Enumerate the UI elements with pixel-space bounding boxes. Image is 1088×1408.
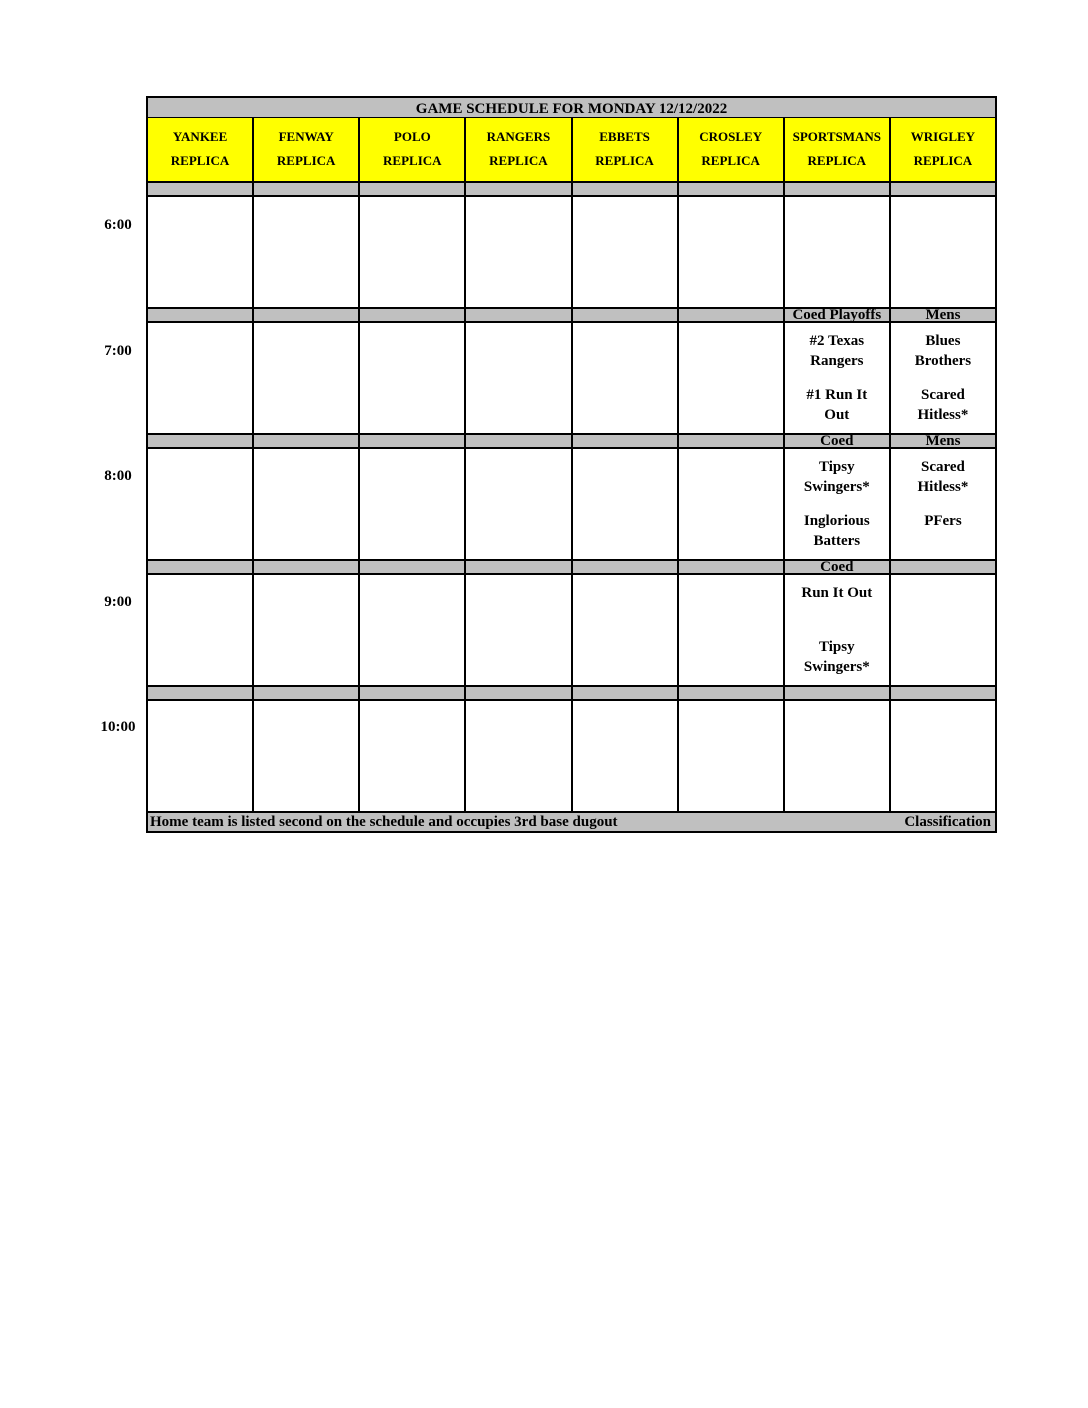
game-cell <box>679 449 785 559</box>
game-cell <box>148 197 254 307</box>
footer-note: Home team is listed second on the schedule and occupies 3rd base dugout <box>150 814 618 830</box>
field-header-rangers <box>466 118 572 181</box>
game-cell <box>891 701 995 811</box>
field-name: RANGERS <box>486 129 551 144</box>
field-name: EBBETS <box>599 129 650 144</box>
field-sub: REPLICA <box>170 153 230 168</box>
game-cell <box>360 323 466 433</box>
classification-label <box>466 561 572 573</box>
field-name: CROSLEY <box>699 129 763 144</box>
slot-divider <box>146 685 997 701</box>
slot-divider <box>146 181 997 197</box>
game-cell <box>466 197 572 307</box>
classification-label: Mens <box>891 309 995 321</box>
time-slot-row <box>146 575 997 685</box>
classification-label <box>679 687 785 699</box>
field-sub: REPLICA <box>807 153 867 168</box>
field-header-fenway <box>254 118 360 181</box>
game-cell <box>148 701 254 811</box>
away-team: Run It Out <box>801 585 873 601</box>
classification-label: Mens <box>891 435 995 447</box>
away-team: Tipsy Swingers* <box>803 459 870 495</box>
classification-label <box>254 561 360 573</box>
classification-label <box>573 435 679 447</box>
classification-label <box>360 561 466 573</box>
classification-label <box>466 687 572 699</box>
game-cell <box>785 701 891 811</box>
schedule-footer <box>146 811 997 833</box>
home-team: Tipsy Swingers* <box>803 639 870 675</box>
time-label: 6:00 <box>104 217 132 233</box>
game-cell <box>254 701 360 811</box>
game-cell <box>891 323 995 433</box>
classification-label <box>679 183 785 195</box>
time-label: 8:00 <box>104 468 132 484</box>
classification-label <box>466 183 572 195</box>
home-team: Inglorious Batters <box>803 513 870 549</box>
field-name: SPORTSMANS <box>792 129 882 144</box>
game-cell <box>254 575 360 685</box>
classification-label <box>573 687 679 699</box>
game-cell <box>466 323 572 433</box>
field-name: POLO <box>393 129 431 144</box>
field-sub: REPLICA <box>913 153 973 168</box>
time-slot-row <box>146 449 997 559</box>
classification-label <box>679 309 785 321</box>
classification-label <box>679 561 785 573</box>
game-cell <box>466 701 572 811</box>
field-sub: REPLICA <box>595 153 654 168</box>
classification-label: Coed Playoffs <box>785 309 891 321</box>
classification-label <box>573 183 679 195</box>
game-cell <box>360 701 466 811</box>
game-cell <box>679 575 785 685</box>
field-sub: REPLICA <box>489 153 548 168</box>
game-cell <box>785 323 891 433</box>
game-cell <box>573 449 679 559</box>
classification-label <box>360 435 466 447</box>
classification-label <box>254 687 360 699</box>
game-cell <box>785 575 891 685</box>
home-team: #1 Run It Out <box>806 387 868 423</box>
footer-classification: Classification <box>904 814 991 830</box>
away-team: Scared Hitless* <box>917 459 969 495</box>
game-cell <box>573 575 679 685</box>
slot-divider <box>146 559 997 575</box>
game-cell <box>891 197 995 307</box>
game-cell <box>891 449 995 559</box>
game-cell <box>573 323 679 433</box>
classification-label <box>148 687 254 699</box>
slot-divider <box>146 307 997 323</box>
game-cell <box>466 575 572 685</box>
classification-label <box>891 687 995 699</box>
classification-label <box>254 309 360 321</box>
game-cell <box>148 575 254 685</box>
game-cell <box>254 323 360 433</box>
classification-label <box>573 309 679 321</box>
game-cell <box>360 575 466 685</box>
home-team: Scared Hitless* <box>917 387 969 423</box>
field-name: FENWAY <box>278 129 334 144</box>
field-sub: REPLICA <box>383 153 442 168</box>
game-cell <box>573 701 679 811</box>
game-cell <box>573 197 679 307</box>
game-cell <box>148 323 254 433</box>
game-cell <box>360 197 466 307</box>
away-team: #2 Texas Rangers <box>809 333 865 369</box>
field-header-wrigley <box>891 118 995 181</box>
classification-label <box>785 183 891 195</box>
field-name: WRIGLEY <box>910 129 976 144</box>
classification-label <box>360 309 466 321</box>
classification-label: Coed <box>785 435 891 447</box>
schedule-sheet <box>146 96 997 833</box>
classification-label <box>466 309 572 321</box>
classification-label <box>148 309 254 321</box>
time-label: 7:00 <box>104 342 132 359</box>
field-header-sportsmans <box>785 118 891 181</box>
time-label: 10:00 <box>100 719 136 735</box>
time-slot-row <box>146 701 997 811</box>
game-cell <box>679 323 785 433</box>
classification-label <box>891 561 995 573</box>
time-slot-row <box>146 197 997 307</box>
classification-label <box>360 183 466 195</box>
game-cell <box>254 197 360 307</box>
field-sub: REPLICA <box>276 153 336 168</box>
game-cell <box>360 449 466 559</box>
time-slots <box>146 181 997 811</box>
time-label: 9:00 <box>104 593 132 610</box>
classification-label <box>360 687 466 699</box>
classification-label <box>466 435 572 447</box>
game-cell <box>679 197 785 307</box>
field-header-polo <box>360 118 466 181</box>
game-cell <box>785 197 891 307</box>
classification-label <box>785 687 891 699</box>
classification-label <box>891 183 995 195</box>
classification-label <box>148 561 254 573</box>
schedule-title: GAME SCHEDULE FOR MONDAY 12/12/2022 <box>146 96 997 118</box>
game-cell <box>679 701 785 811</box>
game-cell <box>148 449 254 559</box>
game-cell <box>254 449 360 559</box>
time-slot-row <box>146 323 997 433</box>
classification-label <box>254 435 360 447</box>
slot-divider <box>146 433 997 449</box>
classification-label: Coed <box>785 561 891 573</box>
game-cell <box>785 449 891 559</box>
game-cell <box>891 575 995 685</box>
game-cell <box>466 449 572 559</box>
field-header-ebbets <box>573 118 679 181</box>
classification-label <box>148 183 254 195</box>
classification-label <box>148 435 254 447</box>
field-header-crosley <box>679 118 785 181</box>
classification-label <box>254 183 360 195</box>
classification-label <box>679 435 785 447</box>
classification-label <box>573 561 679 573</box>
field-header-row <box>146 118 997 181</box>
home-team: PFers <box>924 513 962 529</box>
field-sub: REPLICA <box>701 153 760 168</box>
away-team: Blues Brothers <box>914 333 972 369</box>
field-header-yankee <box>148 118 254 181</box>
field-name: YANKEE <box>172 129 228 144</box>
